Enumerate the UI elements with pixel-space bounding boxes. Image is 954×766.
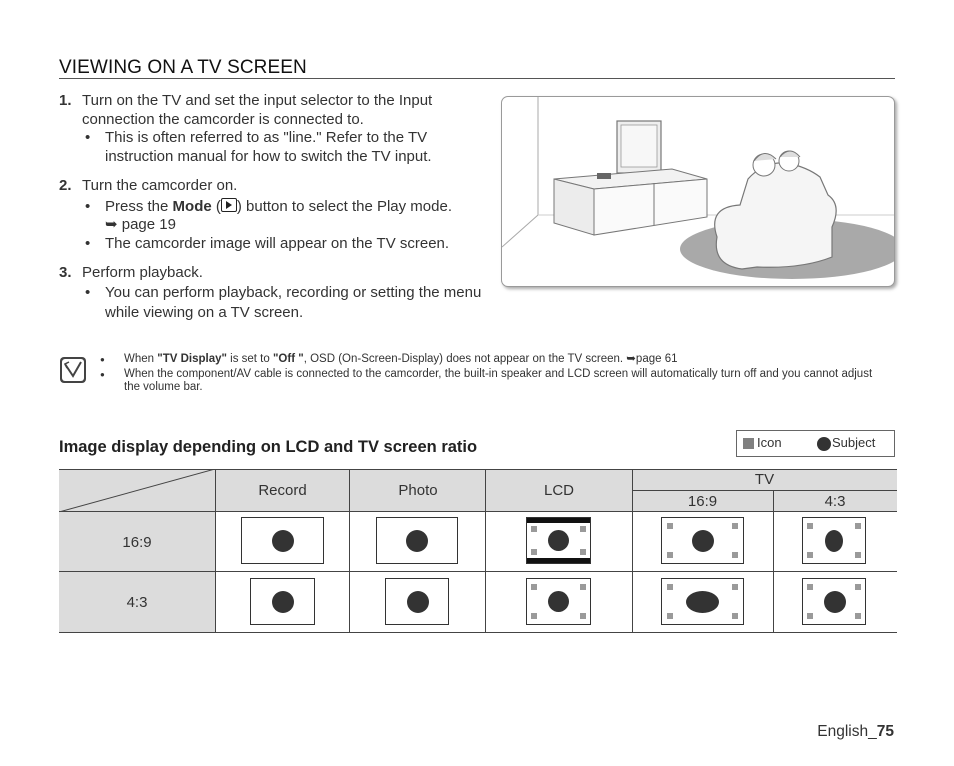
subject-ball [824, 591, 846, 613]
icon-marker [531, 613, 537, 619]
icon-marker [580, 526, 586, 532]
icon-marker [732, 613, 738, 619]
icon-marker [667, 613, 673, 619]
row-label-43: 4:3 [59, 572, 215, 633]
tv169-43-frame [661, 578, 744, 625]
subject-ball [825, 530, 843, 552]
icon-marker [667, 584, 673, 590]
note-pencil-icon [59, 356, 87, 384]
icon-marker [531, 526, 537, 532]
header-photo: Photo [350, 469, 486, 512]
lcd-169-frame [526, 517, 591, 564]
tv-viewing-illustration [501, 96, 895, 287]
step-text: Turn on the TV and set the input selector to the Input connection the camcorder is connected to. [82, 92, 433, 128]
page-number: 75 [876, 723, 894, 740]
tv43-43-frame [802, 578, 866, 625]
step-text: Turn the camcorder on. [82, 177, 238, 194]
icon-marker [732, 552, 738, 558]
title-rule [59, 78, 895, 79]
record-169-frame [241, 517, 324, 564]
subject-ball [272, 591, 294, 613]
icon-marker [667, 523, 673, 529]
steps-list [59, 92, 499, 334]
subject-swatch [817, 437, 831, 451]
icon-marker [855, 523, 861, 529]
play-mode-icon [221, 198, 237, 212]
photo-43-frame [385, 578, 449, 625]
note-item: ● When "TV Display" is set to "Off ", OSD (On-Screen-Display) does not appear on the TV screen. ➥page 61 [100, 353, 880, 367]
icon-marker [807, 613, 813, 619]
lcd-43-frame [526, 578, 591, 625]
legend-box [736, 430, 895, 457]
icon-marker [732, 523, 738, 529]
icon-marker [531, 549, 537, 555]
subject-ball [407, 591, 429, 613]
header-record: Record [215, 469, 350, 512]
subject-ball [406, 530, 428, 552]
tv43-169-frame [802, 517, 866, 564]
subject-ball [548, 530, 569, 551]
step-bullet: • This is often referred to as "line." Refer to the TV instruction manual for how to switch the TV input. [82, 129, 499, 166]
record-43-frame [250, 578, 315, 625]
icon-marker [855, 552, 861, 558]
subject-ball [686, 591, 719, 613]
tv169-169-frame [661, 517, 744, 564]
step-number: 1. [59, 92, 72, 109]
living-room-image [502, 97, 894, 286]
footer-language: English_ [817, 723, 877, 740]
icon-marker [732, 584, 738, 590]
subject-ball [548, 591, 569, 612]
icon-marker [580, 549, 586, 555]
photo-169-frame [376, 517, 458, 564]
icon-swatch [743, 438, 754, 449]
subject-ball [272, 530, 294, 552]
icon-marker [807, 584, 813, 590]
section-subtitle: Image display depending on LCD and TV screen ratio [59, 438, 478, 456]
icon-marker [580, 613, 586, 619]
note-item: ● When the component/AV cable is connected to the camcorder, the built-in speaker and LCD screen will automatically turn off and you cannot adjust the volume bar. [100, 368, 880, 395]
icon-marker [580, 584, 586, 590]
subject-ball [692, 530, 714, 552]
icon-marker [531, 584, 537, 590]
header-tv-43: 4:3 [773, 491, 897, 512]
step-2 [59, 177, 499, 253]
page-footer [817, 723, 894, 741]
page-ref: ➥ page 19 [105, 216, 176, 233]
icon-marker [807, 552, 813, 558]
corner-header [59, 469, 215, 512]
step-bullet: • You can perform playback, recording or setting the menu while viewing on a TV screen. [82, 283, 499, 323]
legend-icon-label: Icon [757, 435, 782, 450]
icon-marker [855, 613, 861, 619]
step-1 [59, 92, 499, 166]
header-tv: TV [632, 469, 897, 490]
notes-list [100, 353, 880, 396]
letterbox-band [527, 518, 590, 523]
step-number: 3. [59, 264, 72, 281]
step-number: 2. [59, 177, 72, 194]
header-tv-169: 16:9 [632, 491, 773, 512]
icon-marker [855, 584, 861, 590]
icon-marker [807, 523, 813, 529]
mode-label: Mode [172, 197, 212, 215]
header-lcd: LCD [486, 469, 632, 512]
row-label-169: 16:9 [59, 512, 215, 572]
legend-subject-label: Subject [832, 435, 876, 450]
ratio-table [59, 469, 897, 633]
diagonal-line [59, 469, 215, 512]
step-text: Perform playback. [82, 264, 203, 281]
step-3 [59, 264, 499, 323]
icon-marker [667, 552, 673, 558]
step-bullet: • The camcorder image will appear on the TV screen. [82, 235, 499, 254]
letterbox-band [527, 558, 590, 563]
step-bullet-mode: • Press the Mode ( ) button to select the Play mode. ➥ page 19 [82, 198, 499, 235]
page-title: VIEWING ON A TV SCREEN [59, 57, 307, 78]
